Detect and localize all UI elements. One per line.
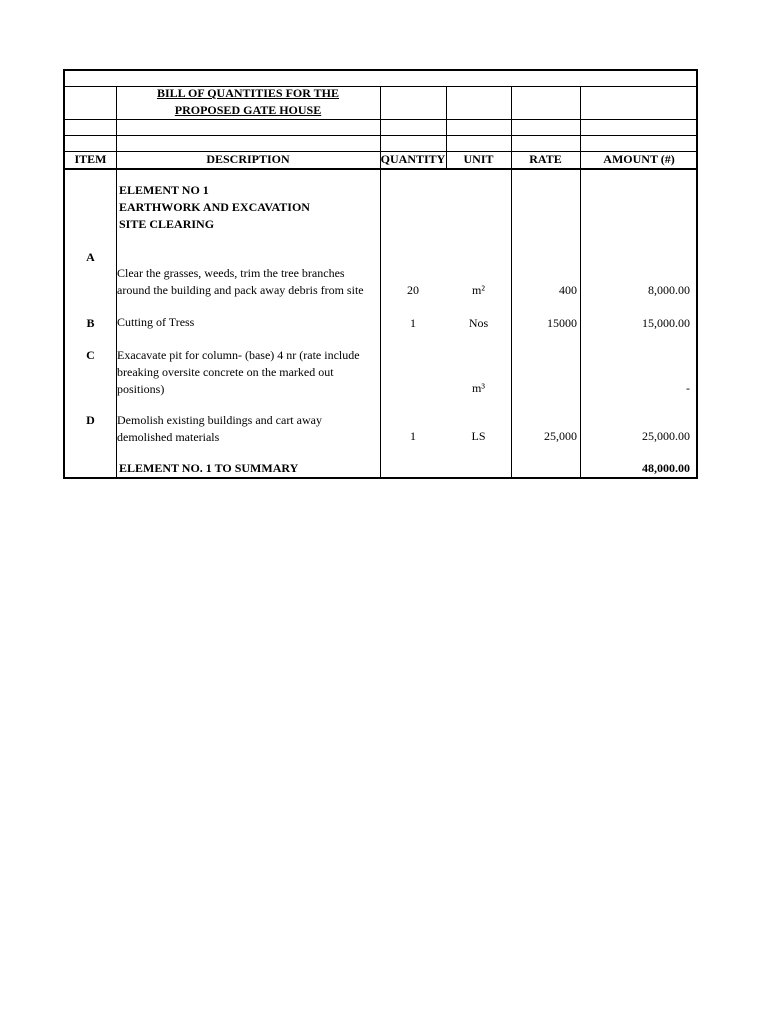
- row-a-amount: 8,000.00: [648, 283, 690, 297]
- boq-title-line1: BILL OF QUANTITIES FOR THE: [156, 86, 340, 100]
- boq-title-line2: PROPOSED GATE HOUSE: [174, 103, 322, 117]
- summary-label: ELEMENT NO. 1 TO SUMMARY: [119, 461, 299, 475]
- row-d-unit: LS: [471, 429, 486, 443]
- header-description: DESCRIPTION: [206, 152, 290, 166]
- row-d-quantity: 1: [410, 429, 416, 443]
- row-c-unit: m³: [472, 381, 485, 395]
- row-c-amount: -: [686, 381, 690, 395]
- row-b-quantity: 1: [410, 316, 416, 330]
- row-b-rate: 15000: [547, 316, 577, 330]
- boq-sheet: [63, 69, 698, 479]
- header-rate: RATE: [529, 152, 562, 166]
- row-a-item: A: [86, 250, 95, 264]
- header-unit: UNIT: [463, 152, 494, 166]
- row-c-description: Exacavate pit for column- (base) 4 nr (rate include breaking oversite concrete on the marked out positions): [117, 348, 360, 396]
- row-b-unit: Nos: [468, 316, 489, 330]
- row-d-amount: 25,000.00: [642, 429, 690, 443]
- element-subtitle: SITE CLEARING: [119, 217, 215, 231]
- row-d-item: D: [86, 413, 95, 427]
- row-a-quantity: 20: [407, 283, 419, 297]
- row-b-item: B: [86, 316, 95, 330]
- row-d-rate: 25,000: [544, 429, 577, 443]
- row-b-description: Cutting of Tress: [117, 315, 195, 329]
- row-a-description: Clear the grasses, weeds, trim the tree branches around the building and pack away debris from site: [117, 266, 364, 297]
- header-quantity: QUANTITY: [380, 152, 446, 166]
- header-amount: AMOUNT (#): [603, 152, 675, 166]
- summary-amount: 48,000.00: [642, 461, 690, 475]
- element-number: ELEMENT NO 1: [119, 183, 209, 197]
- row-b-amount: 15,000.00: [642, 316, 690, 330]
- element-title: EARTHWORK AND EXCAVATION: [119, 200, 310, 214]
- row-a-unit: m²: [472, 283, 485, 297]
- row-a-rate: 400: [559, 283, 577, 297]
- header-item: ITEM: [74, 152, 107, 166]
- row-c-item: C: [86, 348, 95, 362]
- row-d-description: Demolish existing buildings and cart away demolished materials: [117, 413, 322, 444]
